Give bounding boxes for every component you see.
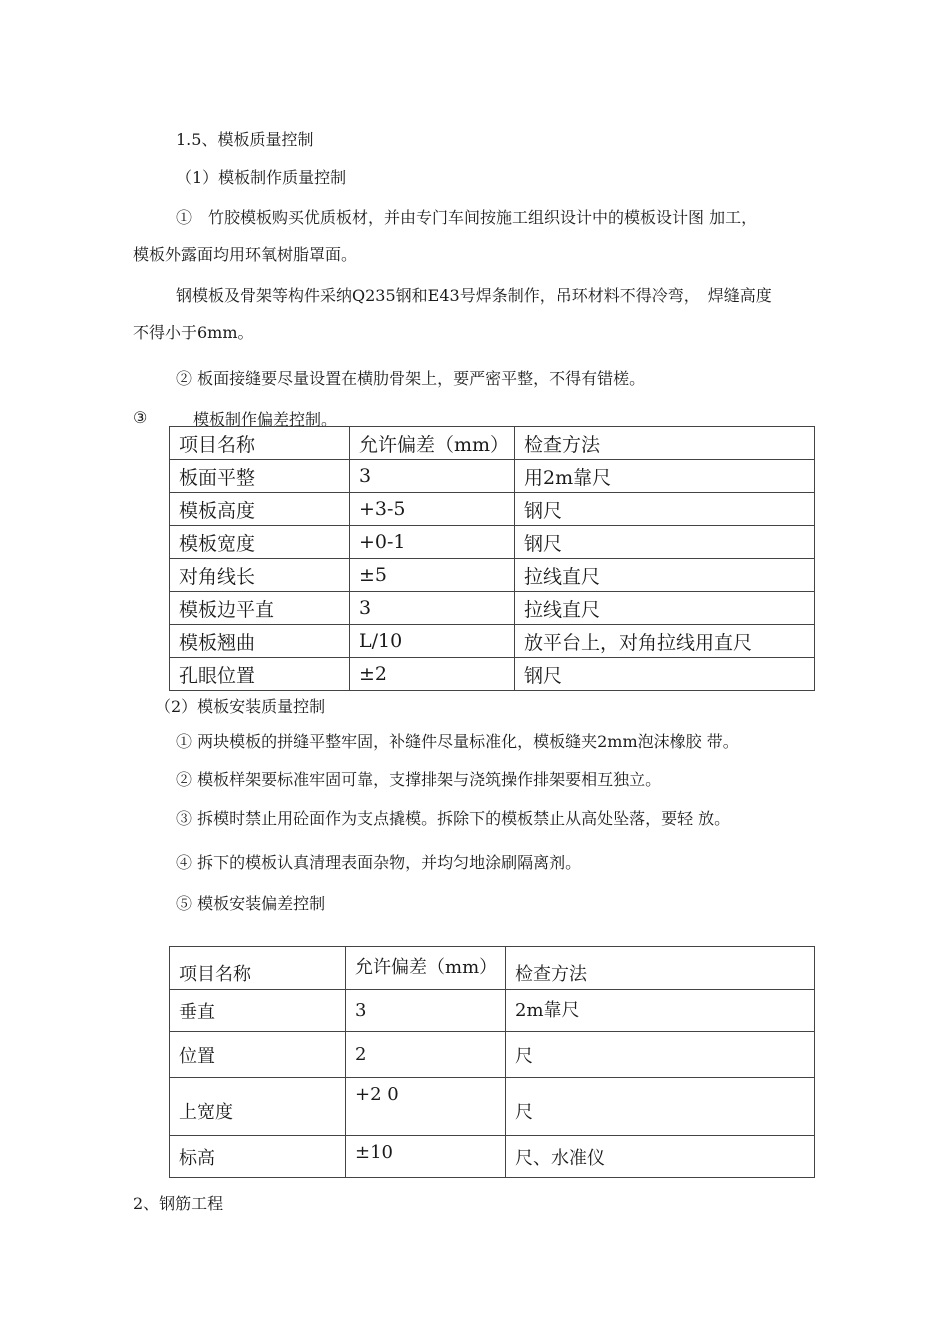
table-header-cell: 允许偏差（mm） — [346, 947, 506, 990]
table-cell: 钢尺 — [515, 493, 815, 526]
table-cell: L/10 — [350, 625, 515, 658]
table-header-cell: 项目名称 — [170, 947, 346, 990]
table-cell: 放平台上，对角拉线用直尺 — [515, 625, 815, 658]
paragraph-4-text: 模板制作偏差控制。 — [193, 410, 338, 429]
installation-item-2: ② 模板样架要标准牢固可靠，支撑排架与浇筑操作排架要相互独立。 — [176, 770, 662, 789]
installation-item-4: ④ 拆下的模板认真清理表面杂物，并均匀地涂刷隔离剂。 — [176, 853, 582, 872]
table-cell: 拉线直尺 — [515, 559, 815, 592]
table-header-cell: 检查方法 — [515, 427, 815, 460]
table-row — [170, 990, 815, 1032]
table-cell: 用2m靠尺 — [515, 460, 815, 493]
section-title: 1.5、模板质量控制 — [176, 130, 314, 149]
table-cell: +2 0 — [346, 1078, 506, 1136]
installation-item-5: ⑤ 模板安装偏差控制 — [176, 894, 326, 913]
table-row — [170, 1136, 815, 1178]
table-row — [170, 460, 815, 493]
table-row — [170, 592, 815, 625]
fabrication-tolerance-table — [169, 426, 815, 691]
table-header-cell: 检查方法 — [506, 947, 815, 990]
table-cell: ±10 — [346, 1136, 506, 1178]
section-2-title: 2、钢筋工程 — [133, 1194, 224, 1213]
table-header-cell: 项目名称 — [170, 427, 350, 460]
paragraph-2-line-1: 钢模板及骨架等构件采纳Q235钢和E43号焊条制作，吊环材料不得冷弯， 焊缝高度 — [176, 286, 772, 305]
paragraph-1-line-2: 模板外露面均用环氧树脂罩面。 — [133, 245, 358, 264]
table-cell: 3 — [350, 592, 515, 625]
table-cell: ±2 — [350, 658, 515, 691]
paragraph-4-number: ③ — [133, 408, 148, 427]
table-cell: 模板高度 — [170, 493, 350, 526]
table-cell: +3-5 — [350, 493, 515, 526]
table-cell: 3 — [346, 990, 506, 1032]
table-cell: 3 — [350, 460, 515, 493]
table-cell: 板面平整 — [170, 460, 350, 493]
table-cell: 钢尺 — [515, 658, 815, 691]
subsection-title-2: （2）模板安装质量控制 — [155, 697, 326, 716]
table-cell: 垂直 — [170, 990, 346, 1032]
table-row — [170, 1078, 815, 1136]
table-cell: 2m靠尺 — [506, 990, 815, 1032]
table-cell: 尺 — [506, 1032, 815, 1078]
paragraph-1-line-1: ① 竹胶模板购买优质板材，并由专门车间按施工组织设计中的模板设计图 加工， — [176, 208, 758, 227]
table-cell: 对角线长 — [170, 559, 350, 592]
table-row — [170, 658, 815, 691]
table-row — [170, 1032, 815, 1078]
paragraph-2-line-2: 不得小于6mm。 — [133, 323, 254, 342]
table-header-cell: 允许偏差（mm） — [350, 427, 515, 460]
table-cell: +0-1 — [350, 526, 515, 559]
table-cell: 尺 — [506, 1078, 815, 1136]
table-cell: 钢尺 — [515, 526, 815, 559]
table-cell: 模板宽度 — [170, 526, 350, 559]
table-cell: 标高 — [170, 1136, 346, 1178]
table-cell: 2 — [346, 1032, 506, 1078]
installation-item-1: ① 两块模板的拼缝平整牢固，补缝件尽量标准化，模板缝夹2mm泡沫橡胶 带。 — [176, 732, 739, 751]
table-row — [170, 526, 815, 559]
table-cell: 拉线直尺 — [515, 592, 815, 625]
table-header-row — [170, 427, 815, 460]
table-cell: 位置 — [170, 1032, 346, 1078]
table-cell: 模板边平直 — [170, 592, 350, 625]
table-row — [170, 625, 815, 658]
table-row — [170, 559, 815, 592]
table-cell: 模板翘曲 — [170, 625, 350, 658]
paragraph-3: ② 板面接缝要尽量设置在横肋骨架上，要严密平整，不得有错槎。 — [176, 369, 646, 388]
table-cell: 孔眼位置 — [170, 658, 350, 691]
table-row — [170, 493, 815, 526]
table-cell: 尺、水准仪 — [506, 1136, 815, 1178]
table-cell: 上宽度 — [170, 1078, 346, 1136]
installation-tolerance-table — [169, 946, 815, 1178]
table-cell: ±5 — [350, 559, 515, 592]
subsection-title-1: （1）模板制作质量控制 — [176, 168, 347, 187]
table-header-row — [170, 947, 815, 990]
installation-item-3: ③ 拆模时禁止用砼面作为支点撬模。拆除下的模板禁止从高处坠落，要轻 放。 — [176, 809, 731, 828]
